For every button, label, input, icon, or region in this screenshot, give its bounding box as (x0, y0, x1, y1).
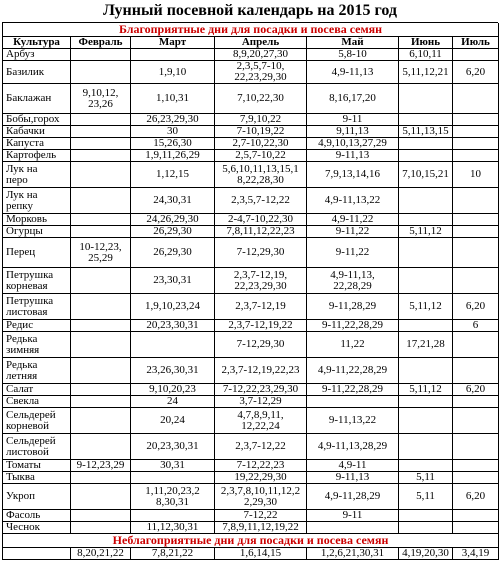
cell-jun: 5,11 (399, 484, 453, 510)
cell-mar (131, 472, 215, 484)
cell-jun (399, 214, 453, 226)
cell-mar: 20,23,30,31 (131, 434, 215, 460)
table-row (3, 150, 499, 162)
cell-feb: 9-12,23,29 (71, 460, 131, 472)
cell-mar: 15,26,30 (131, 138, 215, 150)
cell-feb (71, 510, 131, 522)
header-feb: Февраль (71, 37, 131, 49)
cell-apr: 7-12,29,30 (215, 238, 307, 268)
unfavorable-crop (3, 548, 71, 560)
table-row (3, 162, 499, 188)
cell-jun: 7,10,15,21 (399, 162, 453, 188)
calendar-table (2, 23, 499, 534)
cell-mar: 30 (131, 126, 215, 138)
cell-jun (399, 460, 453, 472)
cell-apr: 2,3,7-12,19,22,23 (215, 358, 307, 384)
unfavorable-mar: 7,8,21,22 (131, 548, 215, 560)
cell-feb (71, 61, 131, 84)
crop-name-cell: Томаты (3, 460, 71, 472)
cell-jul (453, 226, 499, 238)
cell-feb (71, 126, 131, 138)
crop-name-cell: Перец (3, 238, 71, 268)
favorable-caption: Благоприятные дни для посадки и посева семян (3, 23, 499, 37)
cell-feb: 10-12,23, 25,29 (71, 238, 131, 268)
calendar-page (2, 2, 498, 560)
unfavorable-table (2, 534, 499, 560)
cell-may: 4,9-11,22,28,29 (307, 358, 399, 384)
crop-name-cell: Баклажан (3, 84, 71, 114)
crop-name-cell: Свекла (3, 396, 71, 408)
cell-may: 9-11 (307, 114, 399, 126)
crop-name-cell: Морковь (3, 214, 71, 226)
cell-jul (453, 268, 499, 294)
cell-apr: 2,7-10,22,30 (215, 138, 307, 150)
cell-jun (399, 522, 453, 534)
cell-apr: 7-12,29,30 (215, 332, 307, 358)
cell-may: 9-11,13,22 (307, 408, 399, 434)
cell-jun (399, 238, 453, 268)
header-may: Май (307, 37, 399, 49)
cell-may: 9-11,13 (307, 472, 399, 484)
crop-name-cell: Чеснок (3, 522, 71, 534)
cell-apr: 7,10,22,30 (215, 84, 307, 114)
cell-feb (71, 162, 131, 188)
cell-apr: 7,9,10,22 (215, 114, 307, 126)
cell-may: 4,9,10,13,27,29 (307, 138, 399, 150)
cell-jun (399, 138, 453, 150)
cell-mar: 1,9,10,23,24 (131, 294, 215, 320)
cell-mar: 1,9,10 (131, 61, 215, 84)
cell-jun: 5,11,12,21 (399, 61, 453, 84)
cell-may: 5,8-10 (307, 49, 399, 61)
table-row (3, 396, 499, 408)
cell-feb (71, 214, 131, 226)
cell-jun: 5,11 (399, 472, 453, 484)
cell-jul (453, 126, 499, 138)
crop-name-cell: Капуста (3, 138, 71, 150)
table-row (3, 320, 499, 332)
cell-mar: 23,26,30,31 (131, 358, 215, 384)
unfavorable-apr: 1,6,14,15 (215, 548, 307, 560)
table-row (3, 268, 499, 294)
table-row (3, 126, 499, 138)
cell-jul: 6,20 (453, 384, 499, 396)
cell-jun (399, 188, 453, 214)
table-row (3, 522, 499, 534)
cell-feb (71, 484, 131, 510)
cell-jul (453, 522, 499, 534)
crop-name-cell: Редька летняя (3, 358, 71, 384)
crop-name-cell: Сельдерей листовой (3, 434, 71, 460)
cell-mar (131, 332, 215, 358)
cell-apr: 7-10,19,22 (215, 126, 307, 138)
cell-jun (399, 150, 453, 162)
unfavorable-jun: 4,19,20,30 (399, 548, 453, 560)
table-row (3, 358, 499, 384)
cell-feb (71, 472, 131, 484)
cell-mar: 9,10,20,23 (131, 384, 215, 396)
cell-mar: 30,31 (131, 460, 215, 472)
unfavorable-row (3, 548, 499, 560)
header-jul: Июль (453, 37, 499, 49)
table-row (3, 434, 499, 460)
cell-mar: 26,29,30 (131, 238, 215, 268)
cell-jun (399, 320, 453, 332)
cell-jul (453, 408, 499, 434)
cell-jun: 5,11,12 (399, 384, 453, 396)
table-row (3, 510, 499, 522)
cell-feb (71, 434, 131, 460)
cell-apr: 2,5,7-10,22 (215, 150, 307, 162)
crop-name-cell: Картофель (3, 150, 71, 162)
cell-may (307, 522, 399, 534)
crop-name-cell: Лук на перо (3, 162, 71, 188)
cell-apr: 2,3,7,8,10,11,12,2 2,29,30 (215, 484, 307, 510)
table-row (3, 84, 499, 114)
crop-name-cell: Петрушка листовая (3, 294, 71, 320)
cell-feb (71, 408, 131, 434)
cell-jun (399, 114, 453, 126)
cell-apr: 5,6,10,11,13,15,1 8,22,28,30 (215, 162, 307, 188)
table-row (3, 408, 499, 434)
cell-apr: 7-12,22,23,29,30 (215, 384, 307, 396)
cell-jul (453, 150, 499, 162)
cell-jul (453, 238, 499, 268)
cell-mar: 26,29,30 (131, 226, 215, 238)
cell-jul (453, 84, 499, 114)
cell-may: 4,9-11,13,22 (307, 188, 399, 214)
crop-name-cell: Сельдерей корневой (3, 408, 71, 434)
cell-jul (453, 49, 499, 61)
cell-apr: 2,3,7-12,19, 22,23,29,30 (215, 268, 307, 294)
cell-feb (71, 268, 131, 294)
crop-name-cell: Укроп (3, 484, 71, 510)
cell-mar: 1,12,15 (131, 162, 215, 188)
table-row (3, 114, 499, 126)
cell-jul (453, 472, 499, 484)
cell-may (307, 396, 399, 408)
cell-jul: 6,20 (453, 484, 499, 510)
cell-mar: 1,10,31 (131, 84, 215, 114)
table-row (3, 384, 499, 396)
cell-mar: 20,23,30,31 (131, 320, 215, 332)
cell-apr: 7,8,9,11,12,19,22 (215, 522, 307, 534)
cell-apr: 7-12,22,23 (215, 460, 307, 472)
table-row (3, 49, 499, 61)
cell-may: 9-11,22 (307, 238, 399, 268)
cell-may: 4,9-11,13,28,29 (307, 434, 399, 460)
cell-apr: 7-12,22 (215, 510, 307, 522)
cell-mar: 11,12,30,31 (131, 522, 215, 534)
header-apr: Апрель (215, 37, 307, 49)
table-row (3, 214, 499, 226)
table-row (3, 460, 499, 472)
cell-feb: 9,10,12, 23,26 (71, 84, 131, 114)
cell-feb (71, 150, 131, 162)
crop-name-cell: Редька зимняя (3, 332, 71, 358)
cell-apr: 3,7-12,29 (215, 396, 307, 408)
unfavorable-may: 1,2,6,21,30,31 (307, 548, 399, 560)
table-row (3, 238, 499, 268)
cell-jul (453, 460, 499, 472)
crop-name-cell: Лук на репку (3, 188, 71, 214)
cell-mar: 24,30,31 (131, 188, 215, 214)
cell-feb (71, 396, 131, 408)
cell-may: 9-11,13 (307, 150, 399, 162)
cell-jun: 17,21,28 (399, 332, 453, 358)
favorable-caption-row (3, 23, 499, 37)
cell-jul: 6,20 (453, 294, 499, 320)
cell-may: 11,22 (307, 332, 399, 358)
cell-jul (453, 188, 499, 214)
cell-jul (453, 138, 499, 150)
table-row (3, 138, 499, 150)
cell-jun (399, 268, 453, 294)
header-crop: Культура (3, 37, 71, 49)
cell-feb (71, 226, 131, 238)
cell-apr: 2-4,7-10,22,30 (215, 214, 307, 226)
crop-name-cell: Редис (3, 320, 71, 332)
cell-jul (453, 114, 499, 126)
cell-feb (71, 114, 131, 126)
table-row (3, 332, 499, 358)
unfavorable-jul: 3,4,19 (453, 548, 499, 560)
header-jun: Июнь (399, 37, 453, 49)
table-row (3, 188, 499, 214)
cell-may: 9-11,22,28,29 (307, 320, 399, 332)
cell-jun: 5,11,12 (399, 294, 453, 320)
cell-may: 9-11,22,28,29 (307, 384, 399, 396)
cell-mar: 24,26,29,30 (131, 214, 215, 226)
cell-jun (399, 434, 453, 460)
cell-feb (71, 294, 131, 320)
cell-mar (131, 510, 215, 522)
cell-may: 4,9-11,13 (307, 61, 399, 84)
cell-mar: 1,9,11,26,29 (131, 150, 215, 162)
cell-mar: 26,23,29,30 (131, 114, 215, 126)
cell-apr: 2,3,7-12,22 (215, 434, 307, 460)
cell-jul (453, 396, 499, 408)
cell-may: 9-11,28,29 (307, 294, 399, 320)
cell-may: 9,11,13 (307, 126, 399, 138)
cell-jun: 5,11,12 (399, 226, 453, 238)
crop-name-cell: Арбуз (3, 49, 71, 61)
cell-mar (131, 49, 215, 61)
cell-apr: 2,3,7-12,19 (215, 294, 307, 320)
cell-feb (71, 138, 131, 150)
cell-mar: 24 (131, 396, 215, 408)
cell-jul: 6 (453, 320, 499, 332)
table-row (3, 226, 499, 238)
cell-mar: 23,30,31 (131, 268, 215, 294)
table-row (3, 61, 499, 84)
cell-jul (453, 434, 499, 460)
cell-feb (71, 320, 131, 332)
cell-jun (399, 510, 453, 522)
cell-apr: 2,3,7-12,19,22 (215, 320, 307, 332)
cell-may: 7,9,13,14,16 (307, 162, 399, 188)
cell-jun: 6,10,11 (399, 49, 453, 61)
cell-mar: 20,24 (131, 408, 215, 434)
table-row (3, 472, 499, 484)
crop-name-cell: Бобы,горох (3, 114, 71, 126)
cell-may: 9-11 (307, 510, 399, 522)
cell-jun (399, 396, 453, 408)
cell-may: 4,9-11,22 (307, 214, 399, 226)
unfavorable-caption-row (3, 534, 499, 548)
cell-feb (71, 332, 131, 358)
table-row (3, 294, 499, 320)
crop-name-cell: Огурцы (3, 226, 71, 238)
crop-name-cell: Фасоль (3, 510, 71, 522)
cell-jul (453, 332, 499, 358)
cell-jul: 10 (453, 162, 499, 188)
cell-jul: 6,20 (453, 61, 499, 84)
crop-name-cell: Тыква (3, 472, 71, 484)
cell-apr: 2,3,5,7-10, 22,23,29,30 (215, 61, 307, 84)
header-row (3, 37, 499, 49)
cell-may: 4,9-11,28,29 (307, 484, 399, 510)
cell-jun (399, 84, 453, 114)
cell-may: 8,16,17,20 (307, 84, 399, 114)
cell-jul (453, 214, 499, 226)
cell-jun (399, 408, 453, 434)
crop-name-cell: Салат (3, 384, 71, 396)
cell-may: 9-11,22 (307, 226, 399, 238)
cell-apr: 4,7,8,9,11, 12,22,24 (215, 408, 307, 434)
cell-may: 4,9-11 (307, 460, 399, 472)
cell-mar: 1,11,20,23,2 8,30,31 (131, 484, 215, 510)
cell-feb (71, 358, 131, 384)
cell-jul (453, 358, 499, 384)
crop-name-cell: Петрушка корневая (3, 268, 71, 294)
crop-name-cell: Кабачки (3, 126, 71, 138)
cell-feb (71, 49, 131, 61)
cell-may: 4,9-11,13, 22,28,29 (307, 268, 399, 294)
cell-feb (71, 188, 131, 214)
cell-jun (399, 358, 453, 384)
cell-apr: 7,8,11,12,22,23 (215, 226, 307, 238)
table-row (3, 484, 499, 510)
unfavorable-feb: 8,20,21,22 (71, 548, 131, 560)
cell-feb (71, 522, 131, 534)
header-mar: Март (131, 37, 215, 49)
cell-jun: 5,11,13,15 (399, 126, 453, 138)
unfavorable-caption: Неблагоприятные дни для посадки и посева семян (3, 534, 499, 548)
cell-apr: 2,3,5,7-12,22 (215, 188, 307, 214)
cell-jul (453, 510, 499, 522)
cell-apr: 19,22,29,30 (215, 472, 307, 484)
cell-apr: 8,9,20,27,30 (215, 49, 307, 61)
cell-feb (71, 384, 131, 396)
page-title: Лунный посевной календарь на 2015 год (2, 2, 498, 23)
crop-name-cell: Базилик (3, 61, 71, 84)
